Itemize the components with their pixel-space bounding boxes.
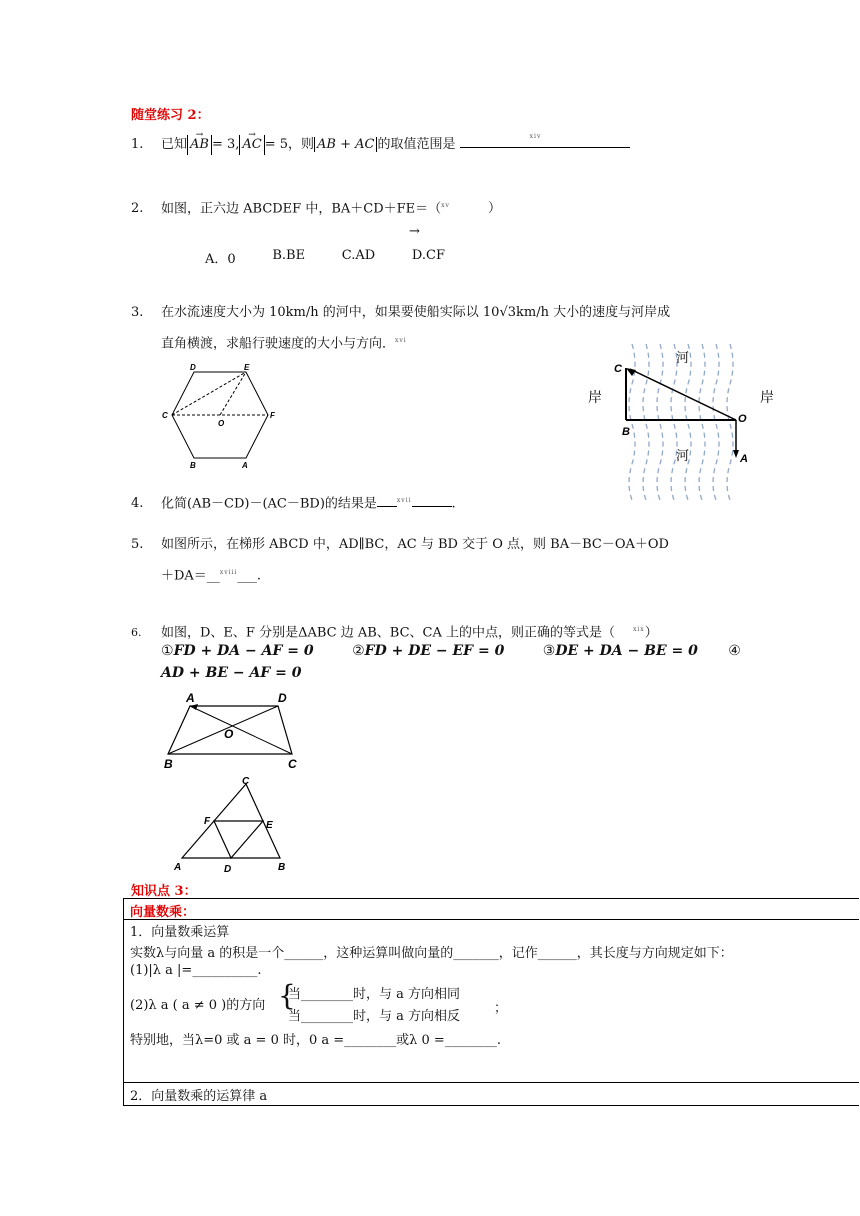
option-a[interactable]: A．0 <box>205 252 236 267</box>
option-4[interactable]: AD + BE − AF = 0 <box>161 665 302 681</box>
question-5: 5. 如图所示，在梯形 ABCD 中，AD∥BC，AC 与 BD 交于 O 点，则 BA－BC－OA＋OD <box>131 537 669 552</box>
q6-options: ①FD + DA − AF = 0 ②FD + DE − EF = 0 ③DE + DA − BE = 0 ④ <box>161 643 741 659</box>
river-label-a: A <box>740 453 748 465</box>
section-heading: 随堂练习 2： <box>131 108 210 123</box>
q2-options <box>205 248 445 267</box>
question-3: 3. 在水流速度大小为 10km/h 的河中，如果要使船实际以 10√3km/h 大小的速度与河岸成 <box>131 305 671 320</box>
hex-label-c: C <box>162 411 168 420</box>
answer-blank-1[interactable] <box>377 492 397 507</box>
tri-label-b: B <box>278 862 286 873</box>
river-label-an-left: 岸 <box>588 389 602 405</box>
trap-label-b: B <box>164 757 173 771</box>
tri-label-e: E <box>266 820 273 831</box>
box-line-4c: 当________时，与 a 方向相反 <box>288 1009 461 1024</box>
question-4: 4. 化简(AB－CD)－(AC－BD)的结果是 $^{xvii}$ . <box>131 491 456 514</box>
answer-blank[interactable]: xiv <box>460 133 630 148</box>
box-line-6: 2．向量数乘的运算律 a <box>130 1089 268 1104</box>
option-1[interactable]: FD + DA − AF = 0 <box>173 643 314 659</box>
brace-icon: { <box>278 979 296 1012</box>
option-2[interactable]: FD + DE − EF = 0 <box>364 643 505 659</box>
river-label-an-right: 岸 <box>760 389 774 405</box>
trap-label-o: O <box>224 727 234 741</box>
river-label-o: O <box>738 413 747 425</box>
question-3-line2: 直角横渡，求船行驶速度的大小与方向．$^{xvi}$ <box>161 336 407 352</box>
question-1: 1. 已知→ AB = 3,→ AC = 5，则 AB + AC 的取值范围是 xiv <box>131 133 630 155</box>
option-c[interactable]: C.AD <box>341 248 376 263</box>
option-3[interactable]: DE + DA − BE = 0 <box>555 643 698 659</box>
river-label-c: C <box>614 363 622 375</box>
hex-label-f: F <box>270 411 275 420</box>
trap-label-d: D <box>278 691 287 705</box>
trap-label-c: C <box>288 757 297 771</box>
tri-label-d: D <box>224 864 232 875</box>
arrow-icon: → <box>409 224 420 239</box>
trapezoid-figure <box>160 686 310 772</box>
box-line-4a: (2)λ a ( a ≠ 0 )的方向 <box>130 998 266 1013</box>
tri-label-a: A <box>174 862 182 873</box>
question-5-line2: ＋DA＝__$^{xviii}$___. <box>161 568 261 584</box>
box-line-5: 特别地，当λ=0 或 a = 0 时，0 a =________或λ 0 =________. <box>130 1033 501 1048</box>
box-line-4d: ； <box>494 1001 508 1016</box>
box-line-4b: 当________时，与 a 方向相同 <box>288 987 461 1002</box>
knowledge-heading: 知识点 3： <box>131 884 197 899</box>
option-b[interactable]: B.BE <box>272 248 306 263</box>
river-label-he-bottom: 河 <box>676 448 690 463</box>
hex-label-b: B <box>190 461 196 470</box>
hex-label-a: A <box>242 461 248 470</box>
tri-label-f: F <box>204 816 211 827</box>
hex-label-e: E <box>244 363 250 372</box>
option-d[interactable]: D.CF <box>411 248 445 263</box>
box-title: 向量数乘： <box>130 905 196 920</box>
river-label-he-top: 河 <box>676 350 690 365</box>
hexagon-figure <box>160 360 280 472</box>
question-2: 2. 如图，正六边 ABCDEF 中，BA＋CD＋FE＝（$^{xv}$ ） <box>131 201 501 217</box>
hex-label-o: O <box>218 419 225 428</box>
tri-label-c: C <box>242 776 250 787</box>
hex-label-d: D <box>190 363 196 372</box>
question-6: 6. 如图，D、E、F 分别是ΔABC 边 AB、BC、CA 上的中点，则正确的等式是（ $^{xix}$） <box>131 625 658 641</box>
knowledge-box <box>123 898 859 1106</box>
trap-label-a: A <box>186 691 195 705</box>
river-label-b: B <box>622 426 630 438</box>
river-figure <box>580 340 790 500</box>
triangle-figure <box>170 776 300 876</box>
box-line-1: 1．向量数乘运算 <box>130 925 230 940</box>
box-line-3: (1)|λ a |=__________. <box>130 963 262 978</box>
box-line-2: 实数λ与向量 a 的积是一个______，这种运算叫做向量的_______，记作______，其长度与方向规定如下： <box>130 946 733 961</box>
answer-blank-2[interactable] <box>412 492 452 507</box>
